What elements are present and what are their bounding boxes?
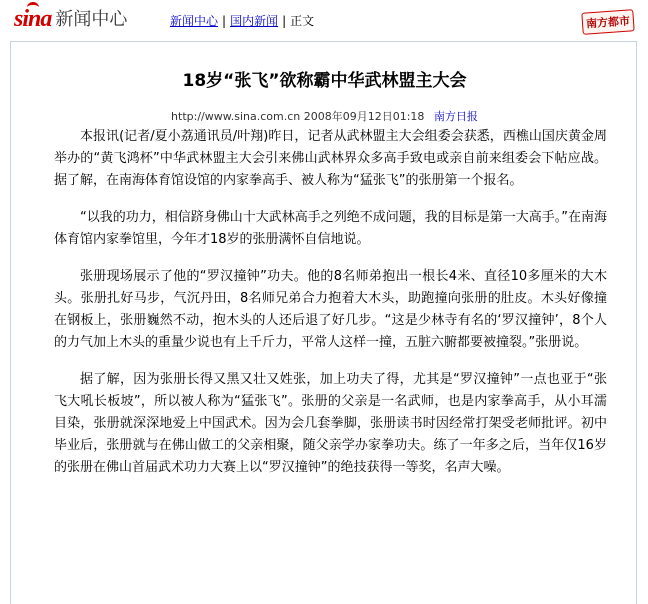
article-body <box>54 126 607 494</box>
article-meta <box>11 108 638 124</box>
article-source-link[interactable]: 南方日报 <box>433 110 478 123</box>
paragraph-4: 据了解，因为张册长得又黑又壮又姓张，加上功夫了得，尤其是“罗汉撞钟”一点也亚于“张飞大吼长板坡”，所以被人称为“猛张飞”。张册的父亲是一名武师，也是内家拳高手，从小耳濡目染，张册就深深地爱上中国武术。因为会几套拳脚，张册读书时因经常打架受老师批评。初中毕业后，张册就与在佛山做工的父亲相聚，随父亲学办家拳功夫。练了一年多之后，当年仅16岁的张册在佛山首届武术功力大赛上以“罗汉撞钟”的绝技获得一等奖，名声大噪。 <box>54 372 607 475</box>
sina-eye-icon <box>27 2 39 13</box>
section-title: 新闻中心 <box>55 9 128 30</box>
source-badge[interactable]: 南方都市 <box>581 9 634 35</box>
breadcrumb-separator-icon: | <box>222 13 227 28</box>
breadcrumb-domestic-news[interactable]: 国内新闻 <box>230 14 279 28</box>
breadcrumb-news-center[interactable]: 新闻中心 <box>170 14 219 28</box>
breadcrumb <box>170 12 314 29</box>
article-title: 18岁“张飞”欲称霸中华武林盟主大会 <box>182 71 467 91</box>
article-time: 2008年09月12日01:18 <box>303 110 425 123</box>
top-bar <box>0 0 648 40</box>
breadcrumb-separator-icon: | <box>282 13 287 28</box>
sina-wordmark: sina <box>14 6 51 33</box>
paragraph-2: “以我的功力，相信跻身佛山十大武林高手之列绝不成问题，我的目标是第一大高手。”在南海体育馆内家拳馆里，今年才18岁的张册满怀自信地说。 <box>54 210 607 247</box>
paragraph-1: 本报讯(记者/夏小荔通讯员/叶翔)昨日，记者从武林盟主大会组委会获悉，西樵山国庆黄金周举办的“黄飞鸿杯”中华武林盟主大会引来佛山武林界众多高手致电或亲自前来组委会下帖应战。据了解，在南海体育馆设馆的内家拳高手、被人称为“猛张飞”的张册第一个报名。 <box>54 129 607 188</box>
sina-logo[interactable] <box>14 7 127 33</box>
article-url: http://www.sina.com.cn <box>171 110 301 123</box>
breadcrumb-current: 正文 <box>290 14 315 28</box>
paragraph-3: 张册现场展示了他的“罗汉撞钟”功夫。他的8名师弟抱出一根长4米、直径10多厘米的大木头。张册扎好马步，气沉丹田，8名师兄弟合力抱着大木头，助跑撞向张册的肚皮。木头好像撞在钢板上，张册巍然不动，抱木头的人还后退了好几步。“这是少林寺有名的‘罗汉撞钟’，8个人的力气加上木头的重量少说也有上千斤力，平常人这样一撞，五脏六腑都要被撞裂。”张册说。 <box>54 269 607 350</box>
article-panel <box>10 41 637 604</box>
